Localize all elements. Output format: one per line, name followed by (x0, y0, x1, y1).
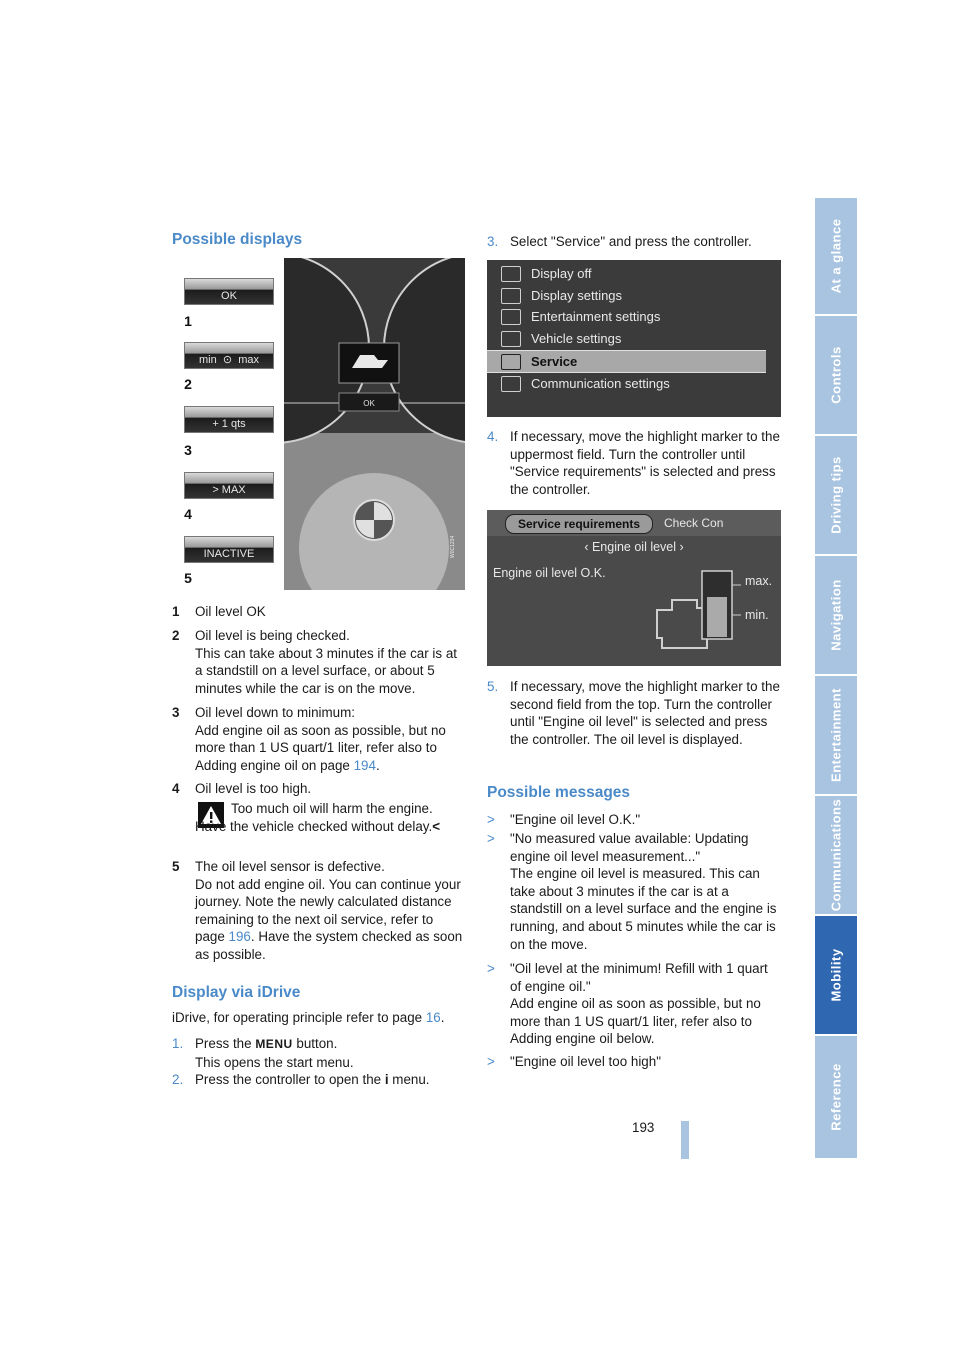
display-variants (172, 258, 282, 590)
svg-text:W0C1234: W0C1234 (450, 535, 456, 558)
tab-reference[interactable]: Reference (815, 1036, 857, 1160)
oil-status-message: Engine oil level O.K. (493, 566, 606, 580)
heading-display-via-idrive: Display via iDrive (172, 984, 301, 1001)
page-link-16[interactable]: 16 (425, 1010, 441, 1025)
label-5: 5 (182, 570, 194, 586)
service-requirements-screen (487, 510, 781, 666)
max-label: max. (745, 574, 773, 588)
bullet-icon: > (487, 961, 495, 976)
display-ok: OK (184, 278, 274, 305)
menu-item-service[interactable]: Service (487, 350, 766, 373)
car-icon (501, 354, 521, 370)
tab-communications[interactable]: Communications (815, 796, 857, 916)
bullet-icon: > (487, 1054, 495, 1069)
bullet-icon: > (487, 831, 495, 846)
cluster-ok-text: OK (363, 399, 375, 408)
display-settings-icon (501, 288, 521, 304)
tab-service-requirements[interactable]: Service requirements (505, 514, 653, 534)
tab-at-a-glance[interactable]: At a glance (815, 198, 857, 316)
instrument-cluster-image (284, 258, 465, 590)
label-2: 2 (182, 376, 194, 392)
menu-item-communication-settings[interactable]: Communication settings (487, 373, 781, 394)
tab-controls[interactable]: Controls (815, 316, 857, 436)
page-number: 193 (632, 1120, 655, 1135)
warning-text: Too much oil will harm the engine. Have the vehicle checked without delay.< (195, 801, 441, 834)
min-label: min. (745, 608, 769, 622)
tab-mobility[interactable]: Mobility (815, 916, 857, 1036)
entertainment-settings-icon (501, 309, 521, 325)
display-over-max: > MAX (184, 472, 274, 499)
heading-possible-displays: Possible displays (172, 231, 303, 248)
label-4: 4 (182, 506, 194, 522)
menu-item-vehicle-settings[interactable]: Vehicle settings (487, 328, 781, 349)
display-min-max: min ⊙ max (184, 342, 274, 369)
label-3: 3 (182, 442, 194, 458)
menu-item-display-off[interactable]: Display off (487, 263, 781, 284)
bullet-icon: > (487, 812, 495, 827)
menu-button-icon: MENU (255, 1037, 293, 1051)
oil-display-figure (172, 258, 465, 590)
communication-settings-icon (501, 376, 521, 392)
page-link-194[interactable]: 194 (353, 757, 376, 773)
page-link-196[interactable]: 196 (228, 929, 251, 945)
idrive-menu-screen (487, 260, 781, 417)
menu-item-entertainment-settings[interactable]: Entertainment settings (487, 306, 781, 327)
info-icon: i (384, 1072, 389, 1087)
vehicle-settings-icon (501, 331, 521, 347)
menu-item-display-settings[interactable]: Display settings (487, 285, 781, 306)
display-plus-1-qts: + 1 qts (184, 406, 274, 433)
tab-driving-tips[interactable]: Driving tips (815, 436, 857, 556)
label-1: 1 (182, 313, 194, 329)
display-off-icon (501, 266, 521, 282)
page-marker (681, 1121, 689, 1159)
tab-entertainment[interactable]: Entertainment (815, 676, 857, 796)
tab-navigation[interactable]: Navigation (815, 556, 857, 676)
engine-oil-level-header[interactable]: ‹ Engine oil level › (584, 540, 684, 554)
display-inactive: INACTIVE (184, 536, 274, 563)
tab-check-control[interactable]: Check Con (664, 516, 724, 530)
heading-possible-messages: Possible messages (487, 784, 631, 801)
idrive-intro: iDrive, for operating principle refer to page 16. (172, 1010, 445, 1025)
